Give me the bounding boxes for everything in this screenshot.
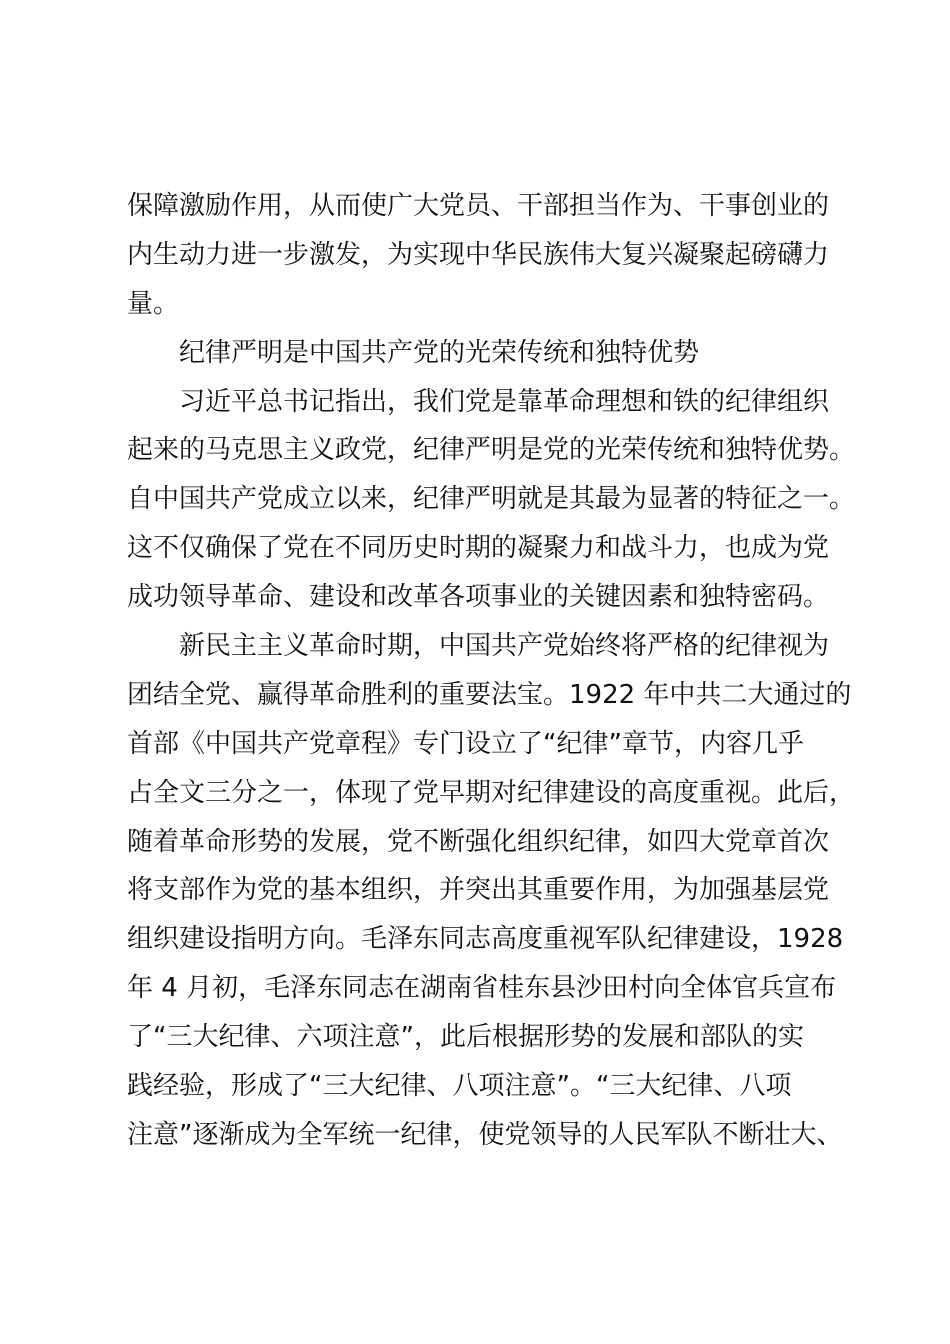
- text-line: 年 4 月初，毛泽东同志在湖南省桂东县沙田村向全体官兵宣布: [127, 973, 837, 1004]
- text-line: 这不仅确保了党在不同历史时期的凝聚力和战斗力，也成为党: [127, 533, 830, 564]
- section-heading: 纪律严明是中国共产党的光荣传统和独特优势: [179, 337, 700, 368]
- text-line: 随着革命形势的发展，党不断强化组织纪律，如四大党章首次: [127, 826, 830, 857]
- text-line: 了“三大纪律、六项注意”，此后根据形势的发展和部队的实: [127, 1022, 804, 1053]
- text-line: 习近平总书记指出，我们党是靠革命理想和铁的纪律组织: [179, 386, 830, 417]
- body-text: [127, 182, 856, 1160]
- text-line: 量。: [127, 288, 180, 319]
- text-line: 占全文三分之一，体现了党早期对纪律建设的高度重视。此后，: [127, 777, 856, 808]
- text-line: 团结全党、赢得革命胜利的重要法宝。1922 年中共二大通过的: [127, 679, 852, 710]
- text-line: 首部《中国共产党章程》专门设立了“纪律”章节，内容几乎: [127, 728, 804, 759]
- text-line: 新民主主义革命时期，中国共产党始终将严格的纪律视为: [179, 631, 830, 662]
- text-line: 注意”逐渐成为全军统一纪律，使党领导的人民军队不断壮大、: [127, 1119, 843, 1150]
- text-line: 起来的马克思主义政党，纪律严明是党的光荣传统和独特优势。: [127, 435, 856, 466]
- text-line: 自中国共产党成立以来，纪律严明就是其最为显著的特征之一。: [127, 484, 856, 515]
- text-line: 践经验，形成了“三大纪律、八项注意”。“三大纪律、八项: [127, 1071, 792, 1102]
- text-line: 保障激励作用，从而使广大党员、干部担当作为、干事创业的: [127, 191, 830, 221]
- text-line: 成功领导革命、建设和改革各项事业的关键因素和独特密码。: [127, 582, 830, 613]
- text-line: 组织建设指明方向。毛泽东同志高度重视军队纪律建设，1928: [127, 924, 844, 955]
- text-line: 内生动力进一步激发，为实现中华民族伟大复兴凝聚起磅礴力: [127, 239, 830, 270]
- text-line: 将支部作为党的基本组织，并突出其重要作用，为加强基层党: [127, 875, 830, 906]
